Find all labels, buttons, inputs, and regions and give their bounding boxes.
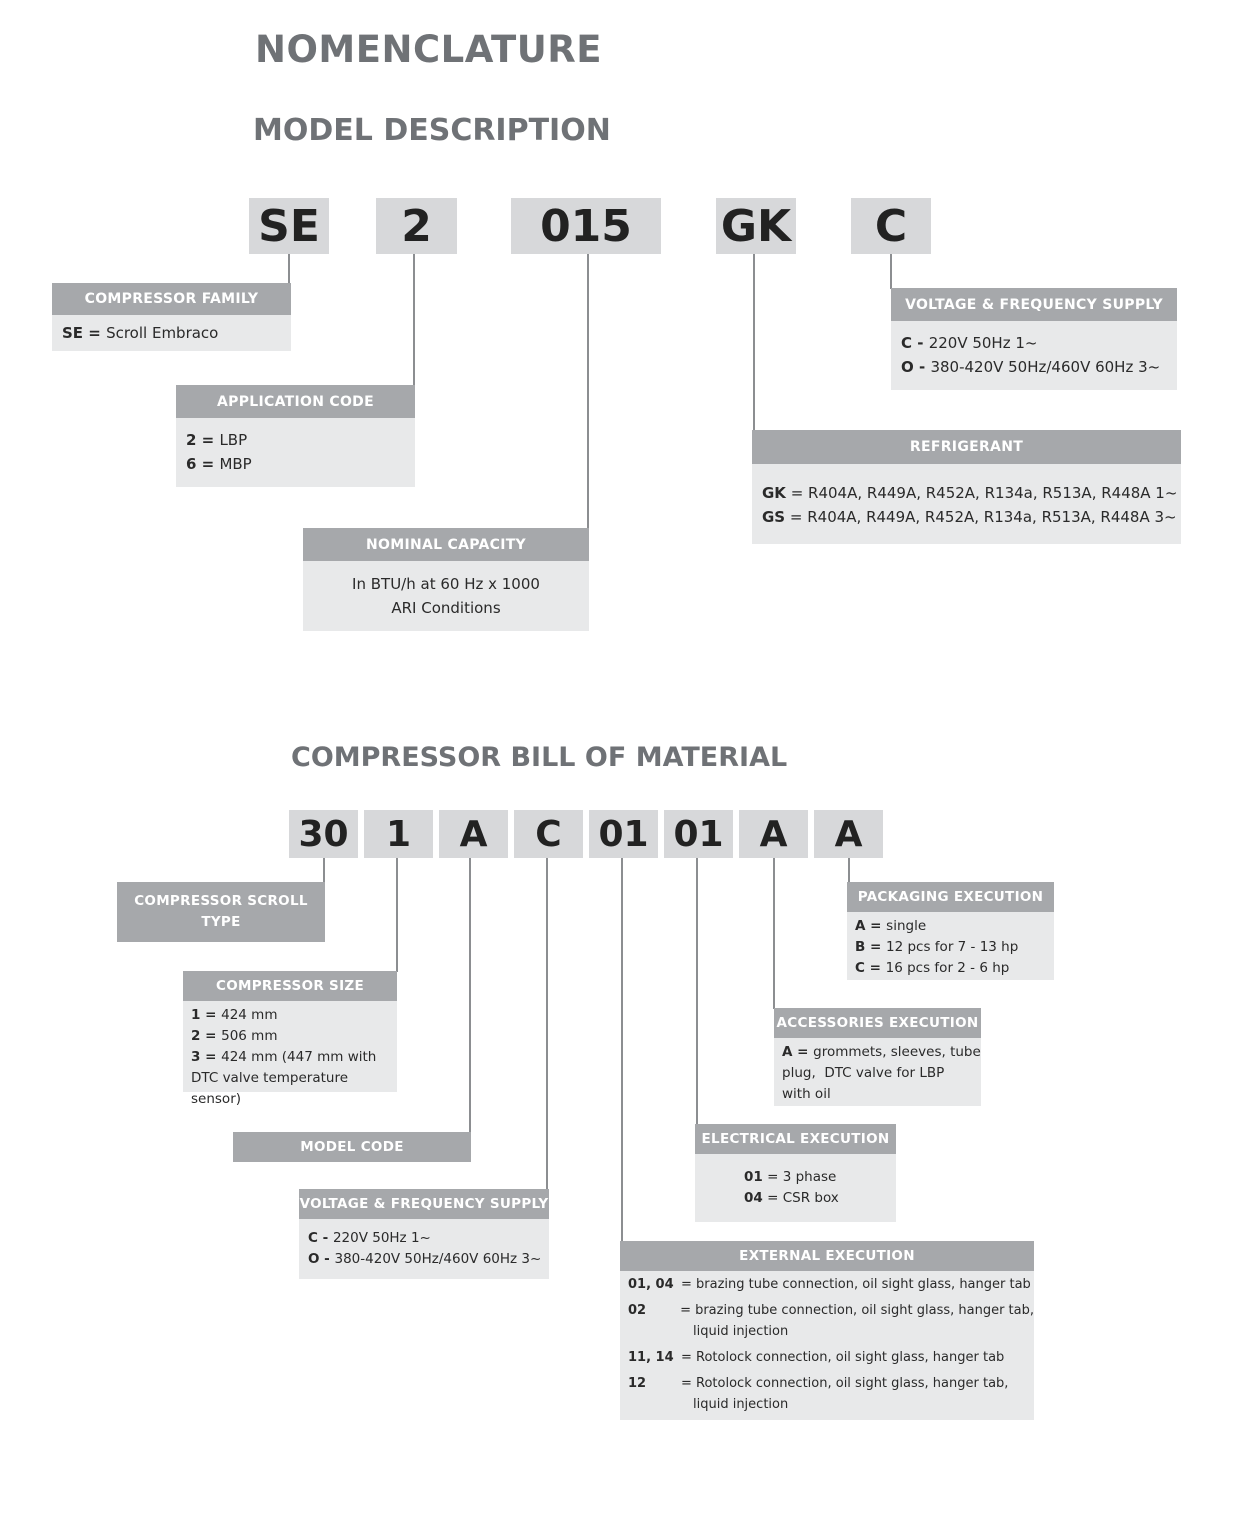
item-code: 6 xyxy=(186,455,197,473)
item-sep: - xyxy=(319,1251,335,1267)
item-desc: 3 phase xyxy=(782,1169,837,1185)
compressor-family-header: COMPRESSOR FAMILY xyxy=(52,283,291,315)
scroll-type-line: COMPRESSOR SCROLL xyxy=(134,893,308,909)
item-desc: 12 pcs for 7 - 13 hp xyxy=(886,939,1019,955)
item-sep: - xyxy=(317,1230,333,1246)
nominal-capacity-box xyxy=(303,561,589,631)
bill-of-material-title: COMPRESSOR BILL OF MATERIAL xyxy=(291,742,788,773)
item-sep: = xyxy=(792,1044,814,1060)
item-code: 2 xyxy=(191,1028,201,1044)
item-desc: grommets, sleeves, tube xyxy=(813,1044,981,1060)
item-code: 01, 04 xyxy=(628,1277,674,1292)
connector-line xyxy=(546,858,548,1190)
accessories-header: ACCESSORIES EXECUTION xyxy=(774,1008,981,1038)
model-code-family: SE xyxy=(249,198,329,254)
bom-code-scroll-type: 30 xyxy=(289,810,358,858)
electrical-header: ELECTRICAL EXECUTION xyxy=(695,1124,896,1154)
item-code: A xyxy=(782,1044,793,1060)
model-description-title: MODEL DESCRIPTION xyxy=(253,113,611,148)
item-code: C xyxy=(901,334,913,352)
accessories-line: plug, DTC valve for LBP xyxy=(782,1065,945,1081)
connector-line xyxy=(587,254,589,529)
connector-line xyxy=(848,858,850,883)
refrigerant-box xyxy=(752,464,1181,544)
item-desc: 380-420V 50Hz/460V 60Hz 3~ xyxy=(930,358,1161,376)
voltage-supply-item xyxy=(901,331,1167,355)
item-sep: = xyxy=(762,1169,783,1185)
connector-line xyxy=(696,858,698,1125)
item-code: C xyxy=(308,1230,318,1246)
item-code: O xyxy=(308,1251,320,1267)
external-item xyxy=(628,1373,1034,1394)
item-desc: LBP xyxy=(219,431,248,449)
item-code: B xyxy=(855,939,866,955)
voltage-supply-box xyxy=(891,321,1177,390)
item-code: GS xyxy=(762,508,786,526)
accessories-line xyxy=(782,1042,981,1063)
item-sep: = xyxy=(200,1007,222,1023)
bom-code-size: 1 xyxy=(364,810,433,858)
item-code: 01 xyxy=(744,1169,763,1185)
external-item xyxy=(628,1347,1034,1368)
item-desc: CSR box xyxy=(782,1190,839,1206)
connector-line xyxy=(773,858,775,1009)
item-code: 12 xyxy=(628,1376,647,1391)
compressor-size-box xyxy=(183,1001,397,1107)
bom-voltage-item xyxy=(308,1249,540,1270)
scroll-type-line: TYPE xyxy=(201,914,241,930)
compressor-size-item xyxy=(191,1005,389,1026)
item-code: O xyxy=(901,358,914,376)
packaging-item xyxy=(855,937,1046,958)
item-desc: MBP xyxy=(219,455,252,473)
bom-code-accessories: A xyxy=(739,810,808,858)
connector-line xyxy=(413,254,415,385)
capacity-line: In BTU/h at 60 Hz x 1000 xyxy=(352,575,540,593)
item-desc: 16 pcs for 2 - 6 hp xyxy=(885,960,1010,976)
model-code-refrigerant: GK xyxy=(716,198,796,254)
bom-code-packaging: A xyxy=(814,810,883,858)
item-sep: - xyxy=(912,334,929,352)
application-code-header: APPLICATION CODE xyxy=(176,385,415,418)
item-code: 02 xyxy=(628,1303,647,1318)
page-title: NOMENCLATURE xyxy=(255,28,603,71)
item-code: A xyxy=(855,918,866,934)
packaging-header: PACKAGING EXECUTION xyxy=(847,882,1054,912)
item-desc: 424 mm (447 mm with xyxy=(221,1049,377,1065)
item-desc: 424 mm xyxy=(221,1007,278,1023)
bom-code-model: A xyxy=(439,810,508,858)
item-desc: = brazing tube connection, oil sight glass, hanger tab, xyxy=(680,1303,1034,1318)
scroll-type-header xyxy=(117,882,325,942)
external-box xyxy=(620,1271,1034,1420)
item-desc: = brazing tube connection, oil sight glass, hanger tab xyxy=(681,1277,1031,1292)
refrigerant-item xyxy=(762,481,1178,505)
compressor-family-box xyxy=(52,315,291,351)
connector-line xyxy=(890,254,892,289)
application-code-box xyxy=(176,418,415,487)
connector-line xyxy=(288,254,290,284)
item-sep: = xyxy=(200,1049,222,1065)
item-code: 2 xyxy=(186,431,197,449)
bom-voltage-item xyxy=(308,1228,540,1249)
packaging-item xyxy=(855,958,1046,979)
bom-voltage-header: VOLTAGE & FREQUENCY SUPPLY xyxy=(299,1189,549,1219)
compressor-size-item xyxy=(191,1047,389,1068)
connector-line xyxy=(469,858,471,1133)
item-desc: 506 mm xyxy=(221,1028,278,1044)
item-desc: R404A, R449A, R452A, R134a, R513A, R448A 1~ xyxy=(808,484,1178,502)
item-sep: = xyxy=(865,939,887,955)
item-code: 3 xyxy=(191,1049,201,1065)
external-header: EXTERNAL EXECUTION xyxy=(620,1241,1034,1271)
model-code-header: MODEL CODE xyxy=(233,1132,471,1162)
item-desc: 220V 50Hz 1~ xyxy=(928,334,1038,352)
capacity-line: ARI Conditions xyxy=(391,599,501,617)
item-sep: = xyxy=(196,431,220,449)
item-code: SE xyxy=(62,324,84,342)
connector-line xyxy=(396,858,398,972)
compressor-size-header: COMPRESSOR SIZE xyxy=(183,971,397,1001)
external-item-cont: liquid injection xyxy=(693,1397,789,1412)
electrical-item xyxy=(744,1188,896,1209)
item-sep: = xyxy=(200,1028,222,1044)
item-desc: Scroll Embraco xyxy=(106,324,219,342)
bom-code-voltage: C xyxy=(514,810,583,858)
item-code: 1 xyxy=(191,1007,201,1023)
item-sep: = xyxy=(196,455,220,473)
application-code-item xyxy=(186,428,405,452)
item-code: 04 xyxy=(744,1190,763,1206)
compressor-family-item xyxy=(62,321,281,345)
model-code-capacity: 015 xyxy=(511,198,661,254)
external-item xyxy=(628,1300,1034,1321)
item-sep: = xyxy=(865,918,887,934)
item-code: GK xyxy=(762,484,786,502)
item-sep: = xyxy=(762,1190,783,1206)
item-desc: 220V 50Hz 1~ xyxy=(332,1230,431,1246)
refrigerant-header: REFRIGERANT xyxy=(752,430,1181,464)
electrical-item xyxy=(744,1167,896,1188)
compressor-size-item xyxy=(191,1026,389,1047)
packaging-item xyxy=(855,916,1046,937)
compressor-size-note: DTC valve temperature sensor) xyxy=(191,1070,349,1107)
connector-line xyxy=(621,858,623,1242)
external-item-cont: liquid injection xyxy=(693,1324,789,1339)
item-sep: = xyxy=(83,324,107,342)
model-code-voltage: C xyxy=(851,198,931,254)
item-desc: = Rotolock connection, oil sight glass, hanger tab xyxy=(681,1350,1005,1365)
item-sep: = xyxy=(864,960,886,976)
bom-code-electrical: 01 xyxy=(664,810,733,858)
item-sep: - xyxy=(913,358,931,376)
item-desc: R404A, R449A, R452A, R134a, R513A, R448A 3~ xyxy=(807,508,1177,526)
application-code-item xyxy=(186,452,405,476)
bom-code-external: 01 xyxy=(589,810,658,858)
voltage-supply-item xyxy=(901,355,1167,379)
item-desc: = Rotolock connection, oil sight glass, hanger tab, xyxy=(681,1376,1009,1391)
accessories-line: with oil xyxy=(782,1086,831,1102)
item-sep: = xyxy=(785,484,809,502)
nominal-capacity-header: NOMINAL CAPACITY xyxy=(303,528,589,561)
packaging-box xyxy=(847,912,1054,980)
refrigerant-item xyxy=(762,505,1177,529)
item-code: 11, 14 xyxy=(628,1350,674,1365)
connector-line xyxy=(753,254,755,431)
voltage-supply-header: VOLTAGE & FREQUENCY SUPPLY xyxy=(891,288,1177,321)
model-code-application: 2 xyxy=(376,198,457,254)
accessories-box xyxy=(774,1038,981,1106)
item-desc: 380-420V 50Hz/460V 60Hz 3~ xyxy=(334,1251,542,1267)
external-item xyxy=(628,1274,1034,1295)
item-code: C xyxy=(855,960,865,976)
item-sep: = xyxy=(785,508,808,526)
connector-line xyxy=(323,858,325,883)
bom-voltage-box xyxy=(299,1219,549,1279)
item-desc: single xyxy=(886,918,927,934)
electrical-box xyxy=(695,1154,896,1222)
